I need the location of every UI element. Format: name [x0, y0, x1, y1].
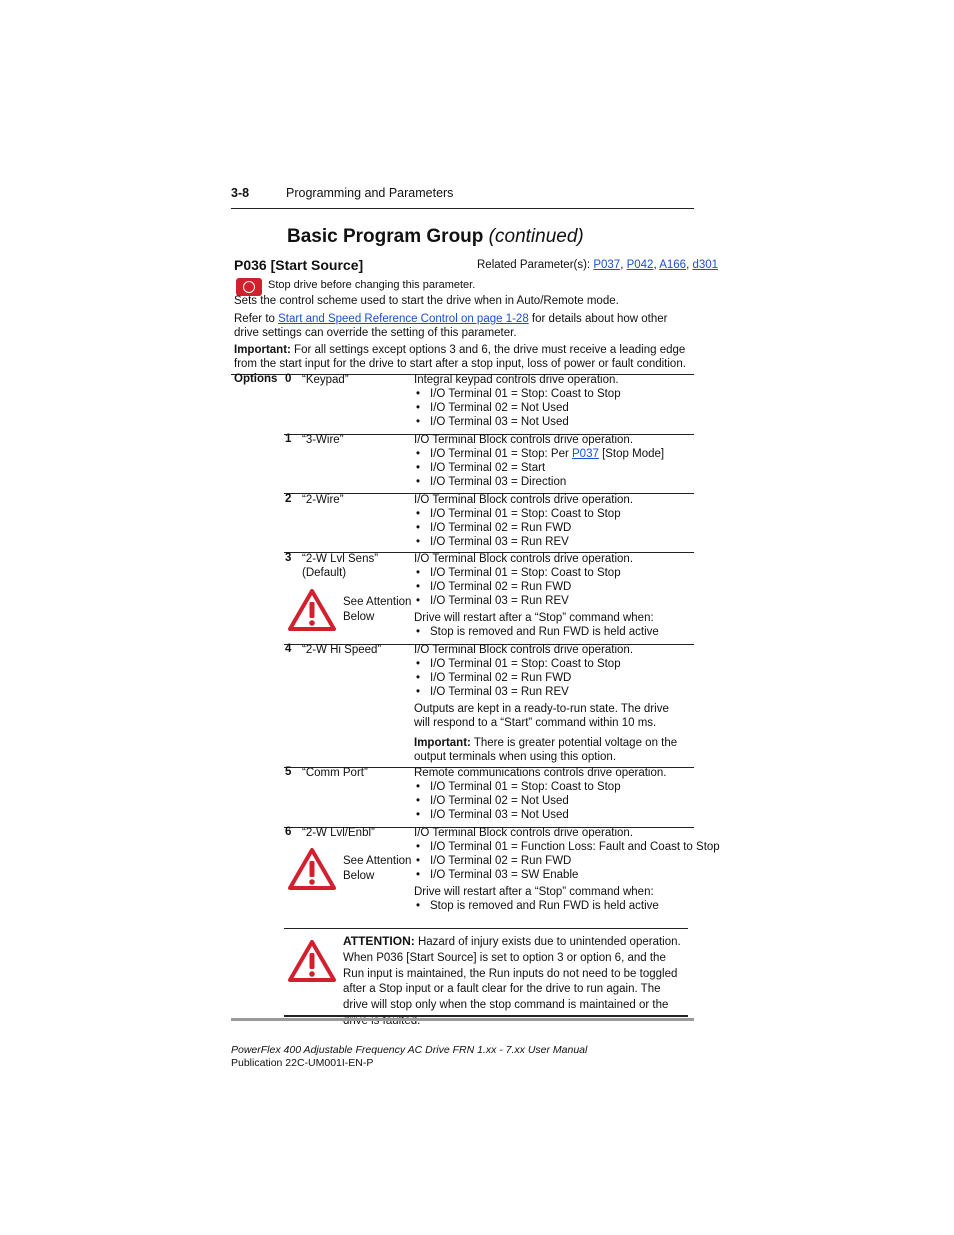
list-item: • I/O Terminal 01 = Stop: Coast to Stop: [414, 780, 694, 794]
link-d301[interactable]: d301: [692, 259, 719, 271]
important-label: Important:: [234, 344, 291, 356]
attention-label: ATTENTION:: [343, 934, 415, 948]
option-6-restart-note: Drive will restart after a “Stop” command when:: [414, 886, 654, 898]
warning-icon: [287, 847, 337, 891]
option-2-bullets: [414, 507, 694, 549]
option-1-desc-text: I/O Terminal Block controls drive operation.: [414, 434, 634, 446]
see-attention-line1: See Attention: [343, 855, 412, 867]
option-5-number: 5: [285, 766, 292, 778]
see-attention-line2: Below: [343, 610, 375, 623]
refer-suffix: for details about how other drive settings can override the setting of this parameter.: [234, 313, 668, 339]
option-4-name: “2-W Hi Speed”: [302, 644, 382, 656]
warning-icon: [287, 939, 337, 983]
list-item: • I/O Terminal 02 = Not Used: [414, 794, 694, 808]
parameter-description: Sets the control scheme used to start the drive when in Auto/Remote mode.: [234, 295, 619, 307]
option-4-outputs-note: Outputs are kept in a ready-to-run state. The drive will respond to a “Start” command within 10 ms.: [414, 703, 669, 729]
option-4-important: [414, 736, 689, 764]
option-5-name: “Comm Port”: [302, 767, 368, 779]
option-4-bullets: [414, 657, 694, 699]
section-title: Programming and Parameters: [286, 186, 454, 200]
option-4-description: [414, 643, 694, 764]
option-5-description: [414, 766, 694, 822]
option-4-number: 4: [285, 643, 292, 655]
refer-link[interactable]: Start and Speed Reference Control on page 1-28: [278, 313, 529, 325]
list-item: • I/O Terminal 03 = Not Used: [414, 808, 694, 822]
title-continued: (continued): [488, 226, 584, 247]
list-item: • I/O Terminal 01 = Stop: Coast to Stop: [414, 566, 694, 580]
option-3-default: (Default): [302, 567, 347, 579]
list-item: • I/O Terminal 03 = Run REV: [414, 535, 694, 549]
options-label: Options: [234, 373, 278, 385]
important-text: For all settings except options 3 and 6, the drive must receive a leading edge from the start input for the drive to start after a stop input, loss of power or fault condition.: [234, 344, 686, 370]
list-item: • I/O Terminal 01 = Function Loss: Fault and Coast to Stop: [414, 840, 694, 854]
list-item: • I/O Terminal 03 = SW Enable: [414, 868, 694, 882]
option-6-bullets: [414, 840, 720, 882]
list-item: • I/O Terminal 02 = Run FWD: [414, 671, 694, 685]
bullet-suffix: [Stop Mode]: [598, 448, 665, 460]
link-p042[interactable]: P042: [626, 259, 654, 271]
important-paragraph: [234, 343, 694, 371]
option-5-bullets: [414, 780, 694, 822]
list-item: • I/O Terminal 01 = Stop: Coast to Stop: [414, 387, 694, 401]
option-3-restart-bullets: [414, 625, 694, 639]
list-item: • I/O Terminal 02 = Not Used: [414, 401, 694, 415]
option-2-name: “2-Wire”: [302, 494, 344, 506]
option-1-bullets: [414, 447, 694, 489]
see-attention-label: [343, 854, 411, 883]
option-4-desc-text: I/O Terminal Block controls drive operation.: [414, 644, 634, 656]
option-3-number: 3: [285, 552, 292, 564]
option-1-number: 1: [285, 433, 292, 445]
option-5-desc-text: Remote communications controls drive operation.: [414, 767, 667, 779]
title-main: Basic Program Group: [287, 226, 484, 247]
option-3-bullets: [414, 566, 694, 608]
attention-top-rule: [284, 928, 688, 929]
option-0-description: [414, 373, 694, 429]
option-0-number: 0: [285, 373, 292, 385]
page-number: 3-8: [231, 186, 250, 200]
option-4-important-text: There is greater potential voltage on the output terminals when using this option.: [414, 737, 678, 763]
header-rule: [231, 208, 694, 209]
footer-manual: PowerFlex 400 Adjustable Frequency AC Drive FRN 1.xx - 7.xx User Manual: [231, 1044, 588, 1056]
warning-icon: [287, 588, 337, 632]
list-item: • I/O Terminal 02 = Run FWD: [414, 521, 694, 535]
see-attention-label: [343, 595, 411, 624]
option-1-description: [414, 433, 694, 489]
option-0-name: “Keypad”: [302, 374, 349, 386]
link-p037[interactable]: P037: [593, 259, 621, 271]
option-0-desc-text: Integral keypad controls drive operation.: [414, 374, 619, 386]
list-item: • Stop is removed and Run FWD is held active: [414, 899, 694, 913]
option-6-description: [414, 826, 720, 913]
option-6-name: “2-W Lvl/Enbl”: [302, 827, 375, 839]
related-parameters: Related Parameter(s): P037, P042, A166, d301: [477, 259, 719, 271]
list-item: • Stop is removed and Run FWD is held active: [414, 625, 694, 639]
option-6-restart-bullets: [414, 899, 694, 913]
attention-bottom-rule: [284, 1015, 688, 1017]
list-item: • I/O Terminal 03 = Run REV: [414, 685, 694, 699]
list-item: • I/O Terminal 03 = Not Used: [414, 415, 694, 429]
list-item: • I/O Terminal 02 = Run FWD: [414, 580, 694, 594]
list-item: • I/O Terminal 01 = Stop: Coast to Stop: [414, 507, 694, 521]
page-title: [287, 226, 584, 248]
list-item: • I/O Terminal 02 = Run FWD: [414, 854, 694, 868]
option-3-description: [414, 552, 694, 639]
refer-prefix: Refer to: [234, 313, 279, 325]
bullet-prefix: I/O Terminal 01 = Stop: Per: [430, 448, 573, 460]
list-item: • I/O Terminal 01 = Stop: Coast to Stop: [414, 657, 694, 671]
list-item: • I/O Terminal 03 = Run REV: [414, 594, 694, 608]
attention-body: Hazard of injury exists due to unintended operation. When P036 [Start Source] is set to option 3 or option 6, and the Run input is maintained, the Run inputs do not need to be toggled after a Stop input or a fault clear for the drive to run again. The drive will stop only when the stop command is maintained or the: [343, 936, 681, 1012]
list-item: • I/O Terminal 02 = Start: [414, 461, 694, 475]
section-end-rule: [231, 1018, 694, 1021]
related-label: Related Parameter(s):: [477, 259, 591, 271]
option-2-description: [414, 493, 694, 549]
stop-note: Stop drive before changing this parameter.: [268, 279, 476, 291]
list-item: [414, 447, 694, 461]
option-6-number: 6: [285, 826, 292, 838]
list-item: • I/O Terminal 03 = Direction: [414, 475, 694, 489]
option-6-desc-text: I/O Terminal Block controls drive operation.: [414, 827, 634, 839]
refer-paragraph: [234, 312, 694, 340]
parameter-name: P036 [Start Source]: [234, 257, 364, 273]
see-attention-line1: See Attention: [343, 596, 412, 608]
link-a166[interactable]: A166: [659, 259, 687, 271]
option-1-name: “3-Wire”: [302, 434, 344, 446]
option-2-number: 2: [285, 493, 292, 505]
option-4-important-label: Important:: [414, 737, 471, 749]
option-2-desc-text: I/O Terminal Block controls drive operation.: [414, 494, 634, 506]
link-p037-stop-mode[interactable]: P037: [572, 448, 599, 460]
option-3-desc-text: I/O Terminal Block controls drive operation.: [414, 553, 634, 565]
footer-publication: Publication 22C-UM001I-EN-P: [231, 1057, 374, 1069]
option-3-restart-note: Drive will restart after a “Stop” command when:: [414, 612, 654, 624]
option-3-name: “2-W Lvl Sens”: [302, 553, 379, 565]
see-attention-line2: Below: [343, 869, 375, 882]
option-0-bullets: [414, 387, 694, 429]
